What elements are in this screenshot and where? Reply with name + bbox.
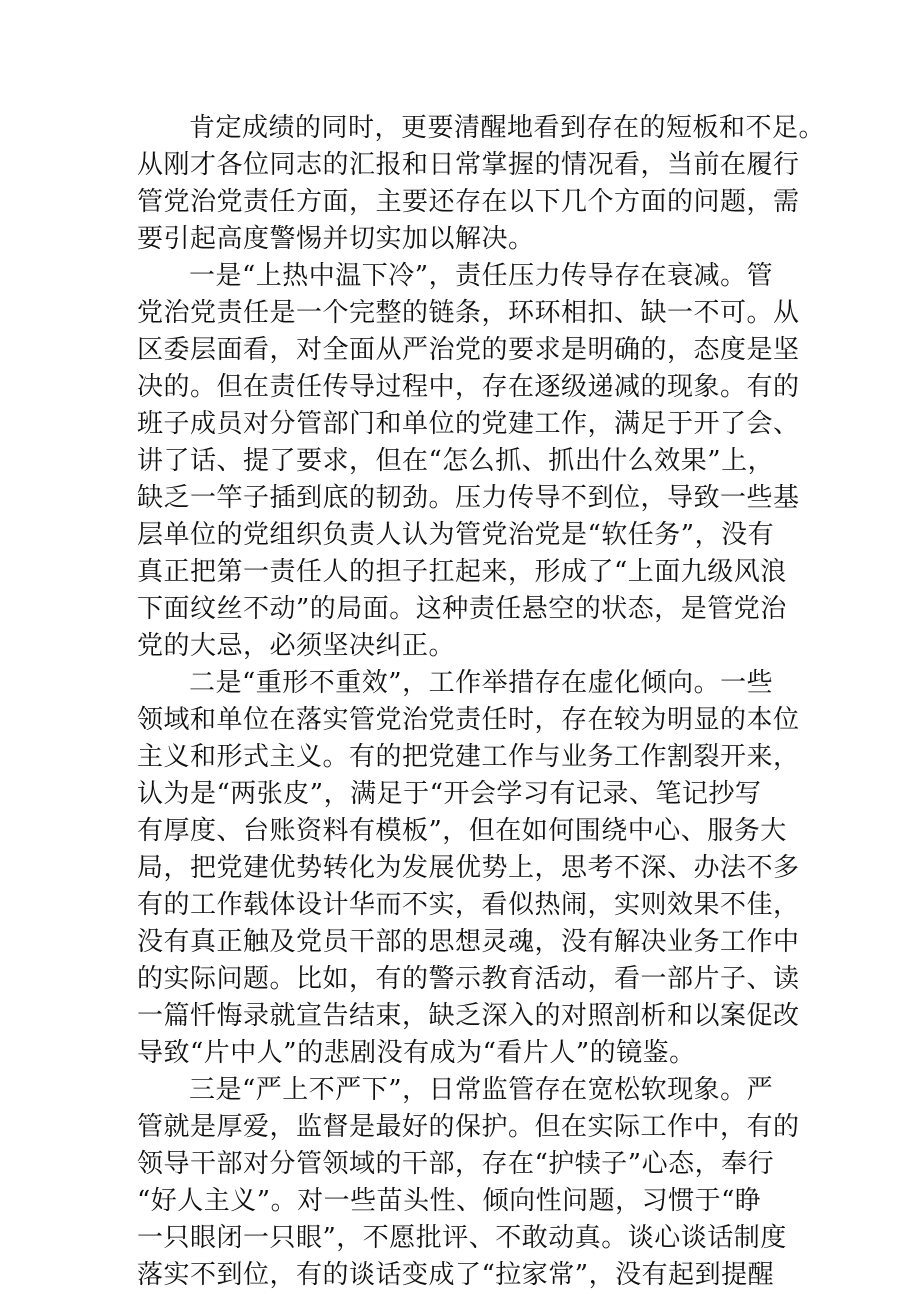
text-line: 一篇忏悔录就宣告结束，缺乏深入的对照剖析和以案促改 — [137, 1001, 800, 1031]
text-line: 要引起高度警惕并切实加以解决。 — [137, 224, 535, 254]
text-line: 班子成员对分管部门和单位的党建工作，满足于开了会、 — [137, 409, 800, 439]
text-line: 落实不到位，有的谈话变成了“拉家常”，没有起到提醒 — [137, 1260, 775, 1290]
paragraph-1 — [137, 110, 826, 258]
text-line: 三是“严上不严下”，日常监管存在宽松软现象。严 — [189, 1075, 774, 1105]
text-line: 局，把党建优势转化为发展优势上，思考不深、办法不多 — [137, 853, 800, 883]
text-line: 导致“片中人”的悲剧没有成为“看片人”的镜鉴。 — [137, 1038, 696, 1068]
text-line: 下面纹丝不动”的局面。这种责任悬空的状态，是管党治 — [137, 594, 787, 624]
text-line: 肯定成绩的同时，更要清醒地看到存在的短板和不足。 — [189, 113, 826, 143]
text-line: 一是“上热中温下冷”，责任压力传导存在衰减。管 — [189, 261, 774, 291]
text-line: 二是“重形不重效”，工作举措存在虚化倾向。一些 — [189, 668, 774, 698]
text-line: 认为是“两张皮”，满足于“开会学习有记录、笔记抄写 — [137, 779, 762, 809]
text-line: 有的工作载体设计华而不实，看似热闹，实则效果不佳， — [137, 890, 800, 920]
text-line: 从刚才各位同志的汇报和日常掌握的情况看，当前在履行 — [137, 150, 800, 180]
text-line: 主义和形式主义。有的把党建工作与业务工作割裂开来， — [137, 742, 800, 772]
text-line: 领域和单位在落实管党治党责任时，存在较为明显的本位 — [137, 705, 800, 735]
text-line: 层单位的党组织负责人认为管党治党是“软任务”，没有 — [137, 520, 775, 550]
text-line: 党治党责任是一个完整的链条，环环相扣、缺一不可。从 — [137, 298, 800, 328]
text-line: 一只眼闭一只眼”，不愿批评、不敢动真。谈心谈话制度 — [137, 1223, 787, 1253]
text-line: 管党治党责任方面，主要还存在以下几个方面的问题，需 — [137, 187, 800, 217]
paragraph-2 — [137, 258, 800, 665]
paragraph-4 — [137, 1072, 800, 1294]
text-line: 缺乏一竿子插到底的韧劲。压力传导不到位，导致一些基 — [137, 483, 800, 513]
document-body — [137, 110, 826, 1294]
text-line: 党的大忌，必须坚决纠正。 — [137, 631, 456, 661]
text-line: 有厚度、台账资料有模板”，但在如何围绕中心、服务大 — [137, 816, 787, 846]
text-line: 管就是厚爱，监督是最好的保护。但在实际工作中，有的 — [137, 1112, 800, 1142]
text-line: 的实际问题。比如，有的警示教育活动，看一部片子、读 — [137, 964, 800, 994]
text-line: 决的。但在责任传导过程中，存在逐级递减的现象。有的 — [137, 372, 800, 402]
text-line: 没有真正触及党员干部的思想灵魂，没有解决业务工作中 — [137, 927, 800, 957]
text-line: 领导干部对分管领域的干部，存在“护犊子”心态，奉行 — [137, 1149, 775, 1179]
text-line: 讲了话、提了要求，但在“怎么抓、抓出什么效果”上， — [137, 446, 775, 476]
text-line: “好人主义”。对一些苗头性、倾向性问题，习惯于“睁 — [137, 1186, 762, 1216]
text-line: 真正把第一责任人的担子扛起来，形成了“上面九级风浪 — [137, 557, 787, 587]
text-line: 区委层面看，对全面从严治党的要求是明确的，态度是坚 — [137, 335, 800, 365]
paragraph-3 — [137, 665, 800, 1072]
